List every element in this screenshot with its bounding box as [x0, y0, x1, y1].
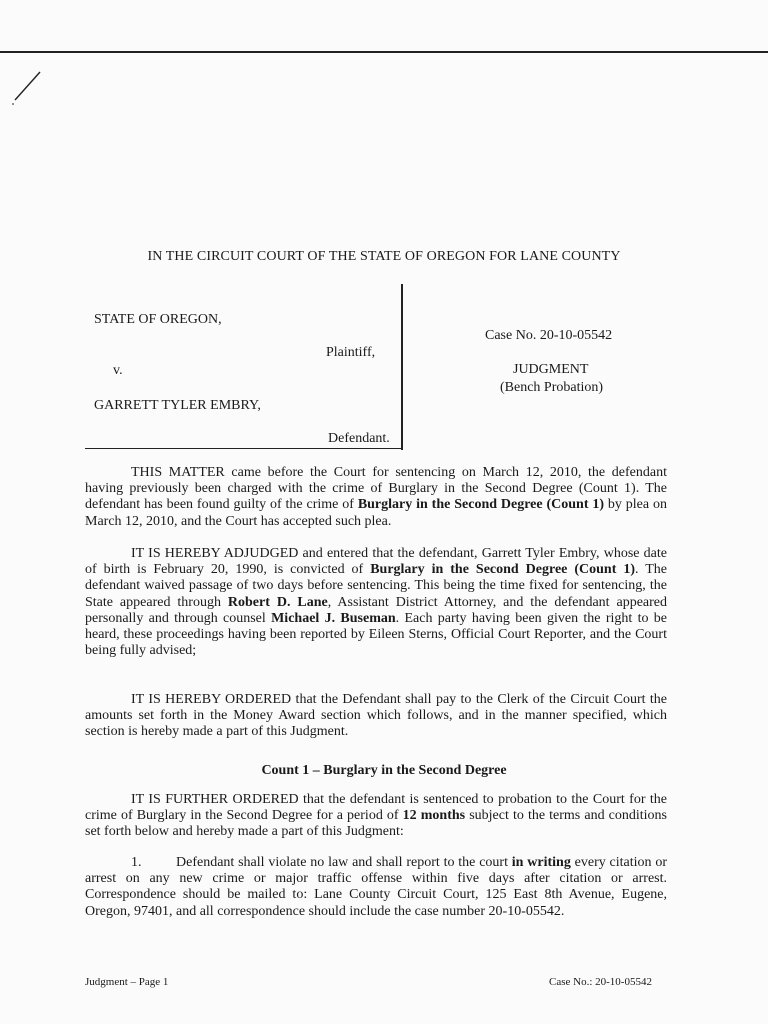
document-subtype: (Bench Probation)	[500, 380, 604, 395]
top-rule	[0, 51, 768, 53]
condition-item-1: 1. Defendant shall violate no law and shall report to the court in writing every citation or arrest on any new crime or major traffic offense within five days after citation or arrest. Correspondence should be mailed to: Lane County Circuit Court, 125 East 8th Avenue, Eugene, Oregon, 97401, and all correspondence should include the case number 20-10-05542.	[85, 855, 667, 919]
versus: v.	[113, 363, 123, 378]
caption-divider	[401, 284, 403, 450]
plaintiff-label: Plaintiff,	[326, 345, 376, 360]
count-heading: Count 1 – Burglary in the Second Degree	[261, 763, 507, 778]
item-number: 1.	[131, 855, 142, 870]
case-number: Case No. 20-10-05542	[485, 328, 613, 343]
defendant-label: Defendant.	[328, 431, 390, 446]
caption-underline	[85, 448, 403, 449]
paragraph-adjudged: IT IS HEREBY ADJUDGED and entered that the defendant, Garrett Tyler Embry, whose date of birth is February 20, 1990, is convicted of Burglary in the Second Degree (Count 1). The defendant waived passage of two days before sentencing. This being the time fixed for sentencing, the State appeared through Robert D. Lane, Assistant District Attorney, and the defendant appeared personally and through counsel Michael J. Buseman. Each party having been given the right to be heard, these proceedings having been reported by Eileen Sterns, Official Court Reporter, and the Court being fully advised;	[85, 546, 668, 659]
paragraph-matter: THIS MATTER came before the Court for sentencing on March 12, 2010, the defendant having previously been charged with the crime of Burglary in the Second Degree (Count 1). The defendant has been found guilty of the crime of Burglary in the Second Degree (Count 1) by plea on March 12, 2010, and the Court has accepted such plea.	[85, 465, 667, 529]
footer-case-number: Case No.: 20-10-05542	[549, 976, 652, 988]
paragraph-ordered: IT IS HEREBY ORDERED that the Defendant shall pay to the Clerk of the Circuit Court the amounts set forth in the Money Award section which follows, and in the manner specified, which section is hereby made a part of this Judgment.	[85, 692, 667, 740]
paragraph-further-ordered: IT IS FURTHER ORDERED that the defendant is sentenced to probation to the Court for the crime of Burglary in the Second Degree for a period of 12 months subject to the terms and conditions set forth below and hereby made a part of this Judgment:	[85, 792, 667, 840]
document-type: JUDGMENT	[513, 362, 589, 377]
defendant-name: GARRETT TYLER EMBRY,	[94, 398, 261, 413]
pen-mark	[8, 70, 48, 110]
footer-page: Judgment – Page 1	[85, 976, 169, 988]
plaintiff-name: STATE OF OREGON,	[94, 312, 222, 327]
court-title: IN THE CIRCUIT COURT OF THE STATE OF OREGON FOR LANE COUNTY	[147, 249, 621, 264]
